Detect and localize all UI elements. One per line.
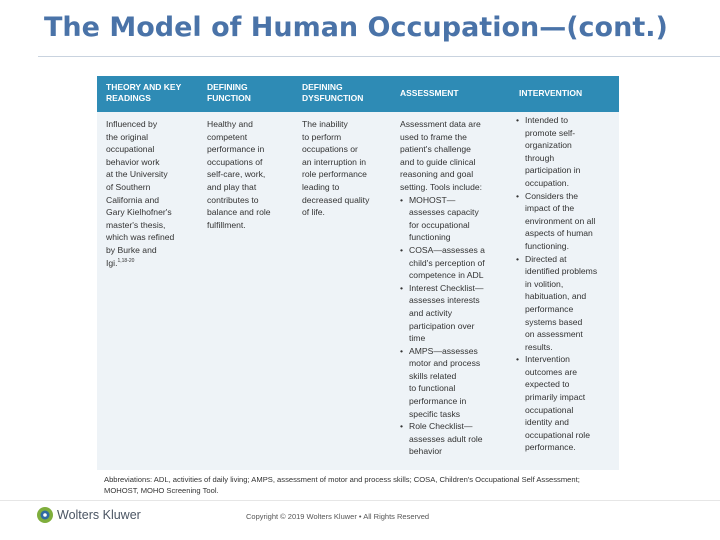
list-item: • MOHOST— assesses capacity for occupational functioning bbox=[400, 194, 512, 244]
logo-mark-icon bbox=[36, 506, 54, 524]
function-cell: Healthy and competent performance in occupations of self-care, work, and play that contributes to balance and role fulfillment. bbox=[207, 119, 271, 230]
logo-text: Wolters Kluwer bbox=[57, 508, 141, 522]
theory-text: Influenced by the original occupational behavior work at the University of Southern California and Gary Kielhofner's master's thesis, which was refined by Burke and Igi. bbox=[106, 119, 175, 268]
title-divider bbox=[38, 56, 720, 57]
wolters-kluwer-logo bbox=[36, 506, 141, 524]
list-item: • AMPS—assesses motor and process skills related to functional performance in specific tasks bbox=[400, 345, 512, 421]
footer-divider bbox=[0, 500, 720, 501]
assessment-intro: Assessment data are used to frame the patient's challenge and to guide clinical reasoning and goal setting. Tools include: bbox=[400, 119, 483, 192]
assessment-cell bbox=[400, 118, 512, 458]
list-item: • Intended to promote self- organization through participation in occupation. bbox=[516, 114, 616, 190]
list-item: • Intervention outcomes are expected to primarily impact occupational identity and occupational role performance. bbox=[516, 353, 616, 454]
list-item: • Considers the impact of the environment on all aspects of human functioning. bbox=[516, 190, 616, 253]
copyright-text: Copyright © 2019 Wolters Kluwer • All Rights Reserved bbox=[246, 512, 430, 521]
header-function: DEFINING FUNCTION bbox=[207, 82, 251, 103]
theory-citation: 1,18-20 bbox=[117, 257, 135, 264]
list-item: • Role Checklist— assesses adult role behavior bbox=[400, 420, 512, 458]
list-item: • Interest Checklist— assesses interests and activity participation over time bbox=[400, 282, 512, 345]
intervention-list bbox=[516, 114, 616, 454]
header-theory: THEORY AND KEY READINGS bbox=[106, 82, 182, 103]
list-item: • Directed at identified problems in volition, habituation, and performance systems based on assessment results. bbox=[516, 253, 616, 354]
header-intervention: INTERVENTION bbox=[519, 88, 583, 98]
dysfunction-cell: The inability to perform occupations or an interruption in role performance leading to decreased quality of life. bbox=[302, 119, 370, 218]
table-header-row bbox=[97, 76, 619, 112]
assessment-list bbox=[400, 194, 512, 458]
theory-cell bbox=[106, 118, 202, 269]
slide-title: The Model of Human Occupation—(cont.) bbox=[44, 12, 668, 43]
abbreviations-note: Abbreviations: ADL, activities of daily living; AMPS, assessment of motor and process skills; COSA, Children's Occupational Self Assessment; MOHOST, MOHO Screening Tool. bbox=[104, 475, 580, 495]
header-dysfunction: DEFINING DYSFUNCTION bbox=[302, 82, 364, 103]
moho-table bbox=[97, 76, 619, 470]
header-assessment: ASSESSMENT bbox=[400, 88, 459, 98]
intervention-cell bbox=[516, 114, 616, 454]
list-item: • COSA—assesses a child's perception of competence in ADL bbox=[400, 244, 512, 282]
